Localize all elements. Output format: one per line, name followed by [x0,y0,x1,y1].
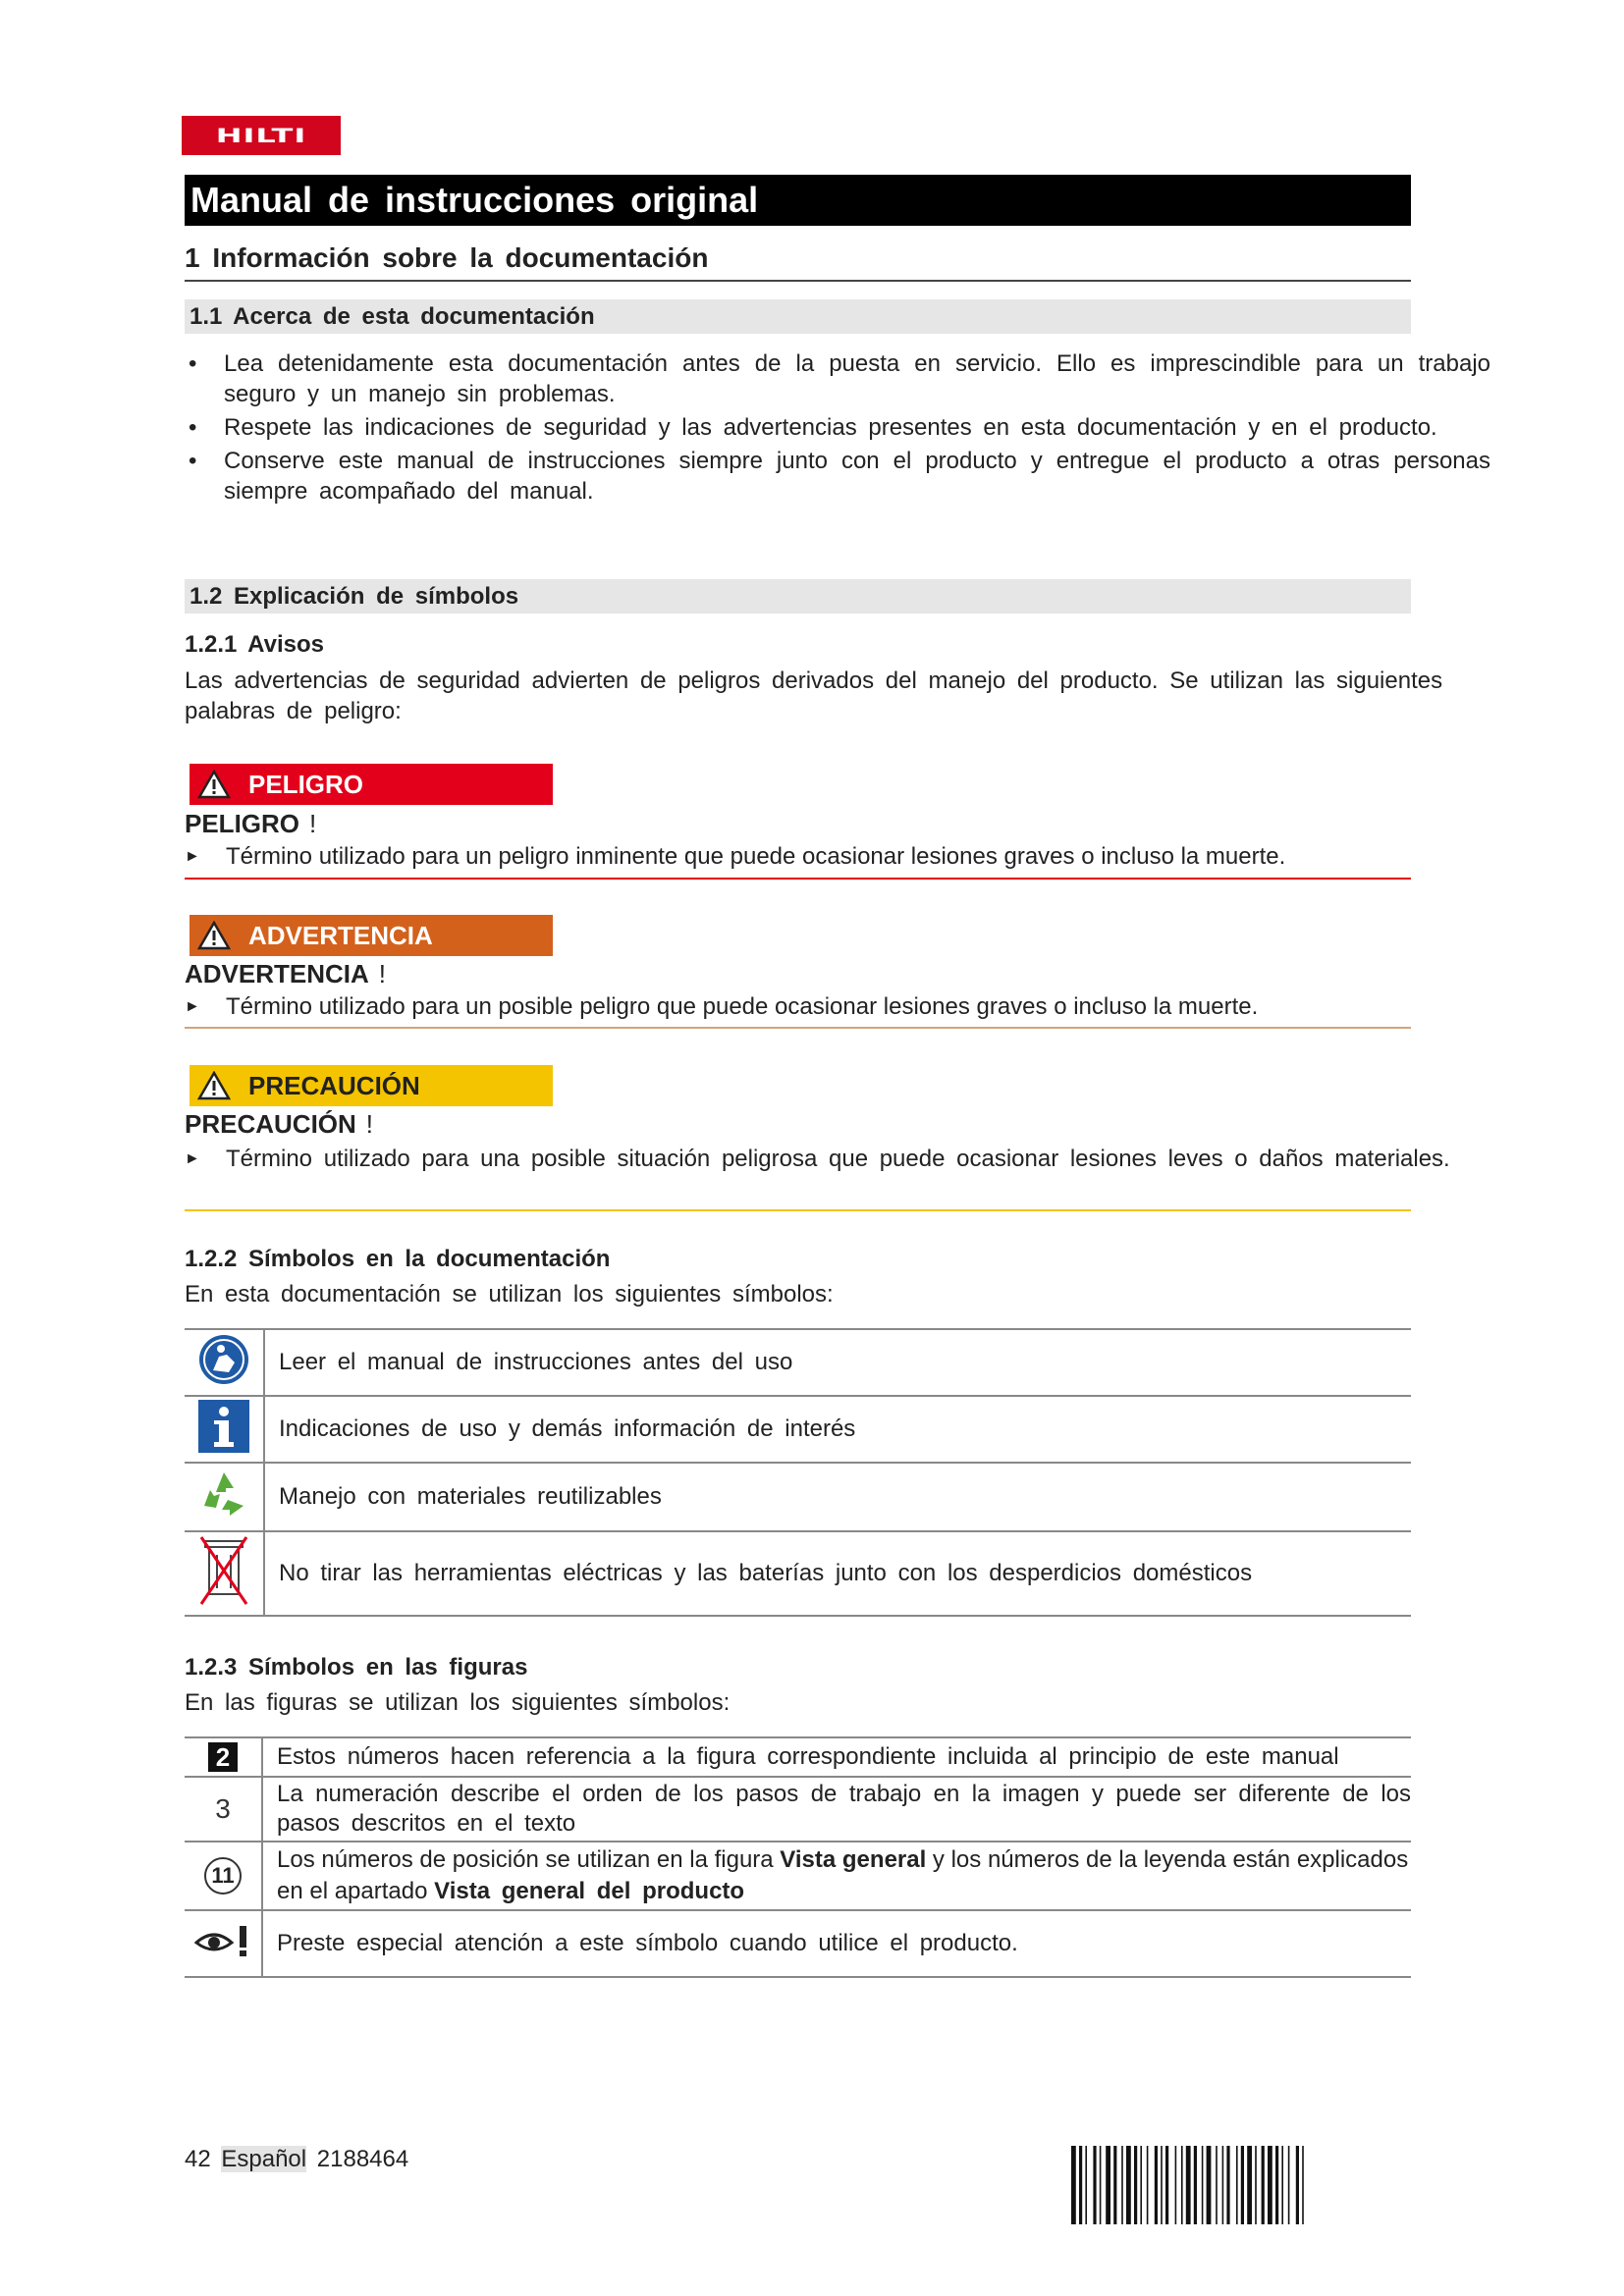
barcode-bar [1296,2146,1299,2224]
barcode-bar [1181,2146,1183,2224]
barcode-bar [1202,2146,1204,2224]
table-row: 3 La numeración describe el orden de los pasos de trabajo en la imagen y puede ser diferente de los pasos descritos en el texto [185,1777,1411,1842]
warning-text: ► Término utilizado para un posible peligro que puede ocasionar lesiones graves o incluso la muerte. [185,993,1259,1020]
barcode-bar [1241,2146,1244,2224]
table-row: 2 Estos números hacen referencia a la figura correspondiente incluida al principio de este manual [185,1737,1411,1777]
warning-triangle-icon [197,1071,231,1100]
barcode-bar [1121,2146,1123,2224]
barcode-bar [1247,2146,1252,2224]
footer-docnum: 2188464 [316,2146,409,2172]
barcode-bar [1288,2146,1290,2224]
table-row: Leer el manual de instrucciones antes del uso [185,1329,1411,1396]
barcode-bar [1262,2146,1265,2224]
warning-badge: ADVERTENCIA [189,915,553,956]
danger-rule [185,878,1411,880]
footer-language: Español [221,2146,307,2172]
barcode-bar [1100,2146,1102,2224]
barcode-bar [1155,2146,1158,2224]
table-row: 11 Los números de posición se utilizan en la figura Vista general y los números de la leyenda están explicados en el apartado Vista general del producto [185,1842,1411,1910]
barcode-bar [1186,2146,1191,2224]
caution-text: ► Término utilizado para una posible situación peligrosa que puede ocasionar lesiones leves o daños materiales. [185,1146,1450,1172]
danger-text: ► Término utilizado para un peligro inminente que puede ocasionar lesiones graves o incluso la muerte. [185,843,1286,870]
barcode-bar [1194,2146,1197,2224]
page-number: 42 [185,2146,211,2172]
barcode-bar [1236,2146,1238,2224]
fig-symbols-table [185,1736,1411,1978]
barcode-bar [1093,2146,1096,2224]
list-item: • Conserve este manual de instrucciones siempre junto con el producto y entregue el producto a otras personas siempre acompañado del manual. [185,446,1490,507]
barcode-bar [1134,2146,1137,2224]
table-row: Manejo con materiales reutilizables [185,1463,1411,1531]
danger-badge: PELIGRO [189,764,553,805]
attention-eye-icon [194,1923,251,1958]
no-trash-bin-icon [199,1533,248,1608]
barcode-bar [1255,2146,1257,2224]
barcode-bar [1085,2146,1087,2224]
page-footer [185,2146,408,2173]
subsection-heading-1-1: 1.1 Acerca de esta documentación [185,299,1411,334]
barcode-bar [1140,2146,1142,2224]
barcode [1069,2146,1408,2224]
barcode-bar [1126,2146,1131,2224]
section-heading: 1 Información sobre la documentación [185,240,1411,282]
bullet-list [185,348,1490,509]
table-row: No tirar las herramientas eléctricas y las baterías junto con los desperdicios domésticos [185,1531,1411,1616]
barcode-bar [1216,2146,1218,2224]
warning-triangle-icon [197,921,231,950]
doc-symbols-table [185,1328,1411,1617]
position-number-icon: 11 [204,1857,242,1895]
arrow-icon: ► [185,1150,200,1167]
page-title: Manual de instrucciones original [185,175,1411,226]
hilti-logo: HILTI [182,116,341,155]
table-row: Indicaciones de uso y demás información de interés [185,1396,1411,1463]
info-icon [198,1400,249,1453]
warning-title: ADVERTENCIA ! [185,959,387,988]
doc-symbols-intro: En esta documentación se utilizan los siguientes símbolos: [185,1281,834,1308]
heading-fig-symbols: 1.2.3 Símbolos en las figuras [185,1654,528,1681]
warning-rule [185,1027,1411,1029]
barcode-bar [1147,2146,1149,2224]
fig-symbols-intro: En las figuras se utilizan los siguientes símbolos: [185,1689,731,1716]
avisos-intro: Las advertencias de seguridad advierten de peligros derivados del manejo del producto. Se utilizan las siguientes palabras de peligro: [185,667,1443,724]
caution-title: PRECAUCIÓN ! [185,1109,374,1139]
danger-title: PELIGRO ! [185,809,317,838]
barcode-bar [1161,2146,1163,2224]
table-row: Preste especial atención a este símbolo cuando utilice el producto. [185,1910,1411,1977]
barcode-bar [1165,2146,1168,2224]
caution-badge: PRECAUCIÓN [189,1065,553,1106]
recycle-icon [196,1467,251,1522]
barcode-bar [1281,2146,1283,2224]
list-item: • Lea detenidamente esta documentación antes de la puesta en servicio. Ello es imprescindible para un trabajo seguro y un manejo sin problemas. [185,348,1490,409]
barcode-bar [1175,2146,1177,2224]
barcode-bar [1071,2146,1076,2224]
arrow-icon: ► [185,998,200,1015]
step-number-icon: 3 [215,1793,231,1824]
heading-doc-symbols: 1.2.2 Símbolos en la documentación [185,1246,611,1272]
read-manual-icon [197,1333,250,1386]
list-item: • Respete las indicaciones de seguridad y las advertencias presentes en esta documentación y en el producto. [185,412,1490,443]
subsection-heading-1-2: 1.2 Explicación de símbolos [185,579,1411,614]
barcode-bar [1207,2146,1212,2224]
barcode-bar [1275,2146,1278,2224]
barcode-bar [1222,2146,1224,2224]
heading-avisos: 1.2.1 Avisos [185,631,324,658]
barcode-bar [1106,2146,1110,2224]
warning-triangle-icon [197,770,231,799]
barcode-bar [1302,2146,1304,2224]
figure-number-icon: 2 [208,1742,238,1772]
barcode-bar [1226,2146,1229,2224]
arrow-icon: ► [185,848,200,865]
caution-rule [185,1209,1411,1211]
barcode-bar [1268,2146,1272,2224]
barcode-bar [1079,2146,1082,2224]
barcode-bar [1113,2146,1116,2224]
